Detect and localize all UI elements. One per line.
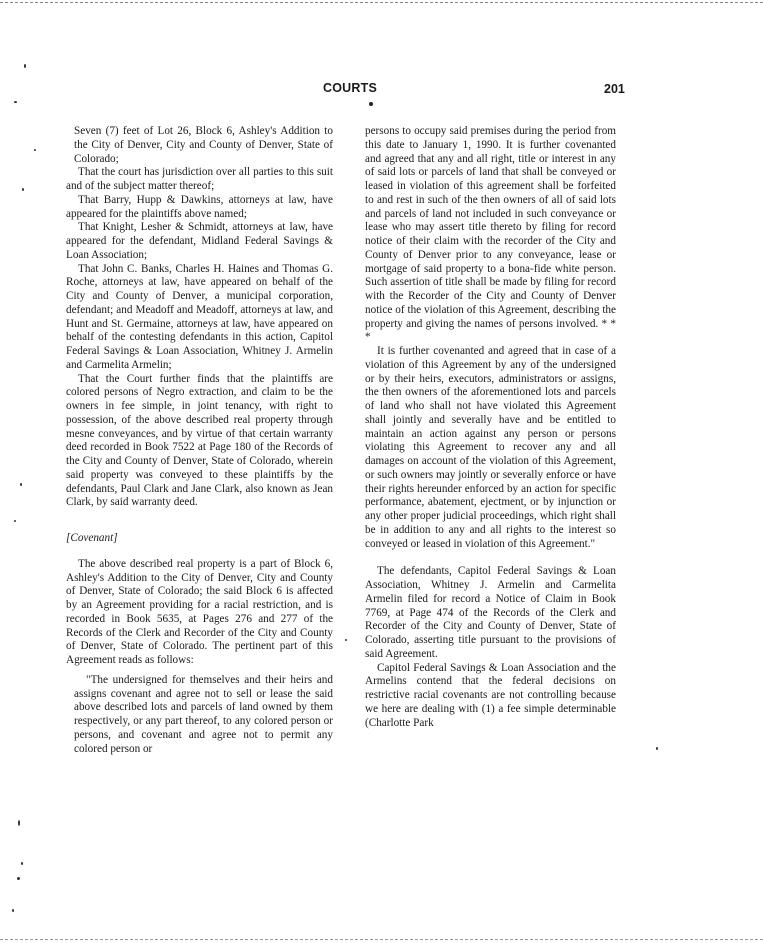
paragraph: Capitol Federal Savings & Loan Association and the Armelins contend that the federal decisions on restrictive racial covenants are not controlling because we here are dealing with (1) a fee simple determinable (Charlotte Park — [365, 661, 616, 729]
scan-speck — [34, 149, 36, 151]
scan-speck — [17, 877, 20, 880]
paragraph: Seven (7) feet of Lot 26, Block 6, Ashley's Addition to the City of Denver, City and County of Denver, State of Colorado; — [74, 125, 333, 165]
scan-speck — [22, 188, 24, 191]
scan-speck — [14, 101, 17, 103]
paragraph: That Barry, Hupp & Dawkins, attorneys at law, have appeared for the plaintiffs above named; — [66, 193, 333, 220]
paragraph: persons to occupy said premises during the period from this date to January 1, 1990. It is further covenanted and agreed that any and all right, title or interest in any of said lots or parcels of land that shall be conveyed or leased in violation of this agreement shall be forfeited to and rest in such of the then owners of all of said lots and parcels of land not included in such conveyance or lease who may assert title thereto by filing for record notice of their claim with the recorder of the City and County of Denver prior to any conveyance, lease or mortgage of said property to a bona-fide white person. Such assertion of title shall be made by filing for record with the Recorder of the City and County of Denver notice of the violation of this Agreement, describing the property and giving the names of persons involved. * * * — [365, 125, 616, 344]
left-column — [66, 125, 333, 756]
paragraph: That John C. Banks, Charles H. Haines and Thomas G. Roche, attorneys at law, have appeared on behalf of the City and County of Denver, a municipal corporation, defendant; and Meadoff and Meadoff, attorneys at law, and Hunt and St. Germaine, attorneys at law, have appeared on behalf of the contesting defendants in this action, Capitol Federal Savings & Loan Association, Whitney J. Armelin and Carmelita Armelin; — [66, 262, 333, 371]
scan-speck — [14, 520, 16, 522]
section-heading: [Covenant] — [66, 532, 118, 544]
paragraph: That Knight, Lesher & Schmidt, attorneys at law, have appeared for the defendant, Midland Federal Savings & Loan Association; — [66, 221, 333, 261]
scan-speck — [21, 862, 23, 865]
header-dot — [369, 102, 373, 106]
top-scan-edge — [0, 2, 763, 3]
page-number: 201 — [604, 82, 625, 96]
paragraph: The defendants, Capitol Federal Savings & Loan Association, Whitney J. Armelin and Carmelita Armelin filed for record a Notice of Claim in Book 7769, at Page 474 of the Records of the Clerk and Recorder of the City and County of Denver, State of Colorado, asserting title pursuant to the provisions of said Agreement. — [365, 565, 616, 660]
paragraph: The above described real property is a part of Block 6, Ashley's Addition to the City of Denver, City and County of Denver, State of Colorado; the said Block 6 is affected by an Agreement providing for a racial restriction, and is recorded in Book 5635, at Pages 276 and 277 of the Records of the Clerk and Recorder of the City and County of Denver, State of Colorado. The pertinent part of this Agreement reads as follows: — [66, 557, 333, 666]
scan-speck — [20, 483, 22, 486]
paragraph: That the court has jurisdiction over all parties to this suit and of the subject matter thereof; — [66, 166, 333, 192]
quoted-agreement: "The undersigned for themselves and their heirs and assigns covenant and agree not to sell or lease the said above described lots and parcels of land owned by them respectively, or any part thereof, to any colored person or persons, and covenant and agree not to permit any colored person or — [74, 673, 333, 755]
scan-speck — [656, 747, 658, 750]
right-column — [365, 125, 616, 730]
scan-speck — [18, 820, 20, 826]
paragraph: It is further covenanted and agreed that in case of a violation of this Agreement by any of the undersigned or by their heirs, executors, administrators or assigns, the then owners of the aforementioned lots and parcels of land who shall not have violated this Agreement shall jointly and severally have and be entitled to maintain an action against any person or persons violating this Agreement to recover any and all damages on account of the violation of this Agreement, or such owners may jointly or severally enforce or have their rights hereunder enforced by an action for specific performance, abatement, ejectment, or by injunction or any other proper judicial proceedings, which right shall be in addition to any and all rights to the interest so conveyed or leased in violation of this Agreement." — [365, 345, 616, 550]
paragraph: That the Court further finds that the plaintiffs are colored persons of Negro extraction, and claim to be the owners in fee simple, in joint tenancy, with right to possession, of the above described real property through mesne conveyances, and by virtue of that certain warranty deed recorded in Book 7522 at Page 180 of the Records of the City and County of Denver, State of Colorado, wherein said property was conveyed to these plaintiffs by the defendants, Paul Clark and Jane Clark, also known as Jean Clark, by said warranty deed. — [66, 372, 333, 509]
scan-speck — [12, 909, 14, 912]
running-head: COURTS — [323, 81, 377, 95]
bottom-scan-edge — [0, 939, 763, 940]
scan-speck — [345, 639, 347, 641]
scan-speck — [24, 64, 26, 68]
